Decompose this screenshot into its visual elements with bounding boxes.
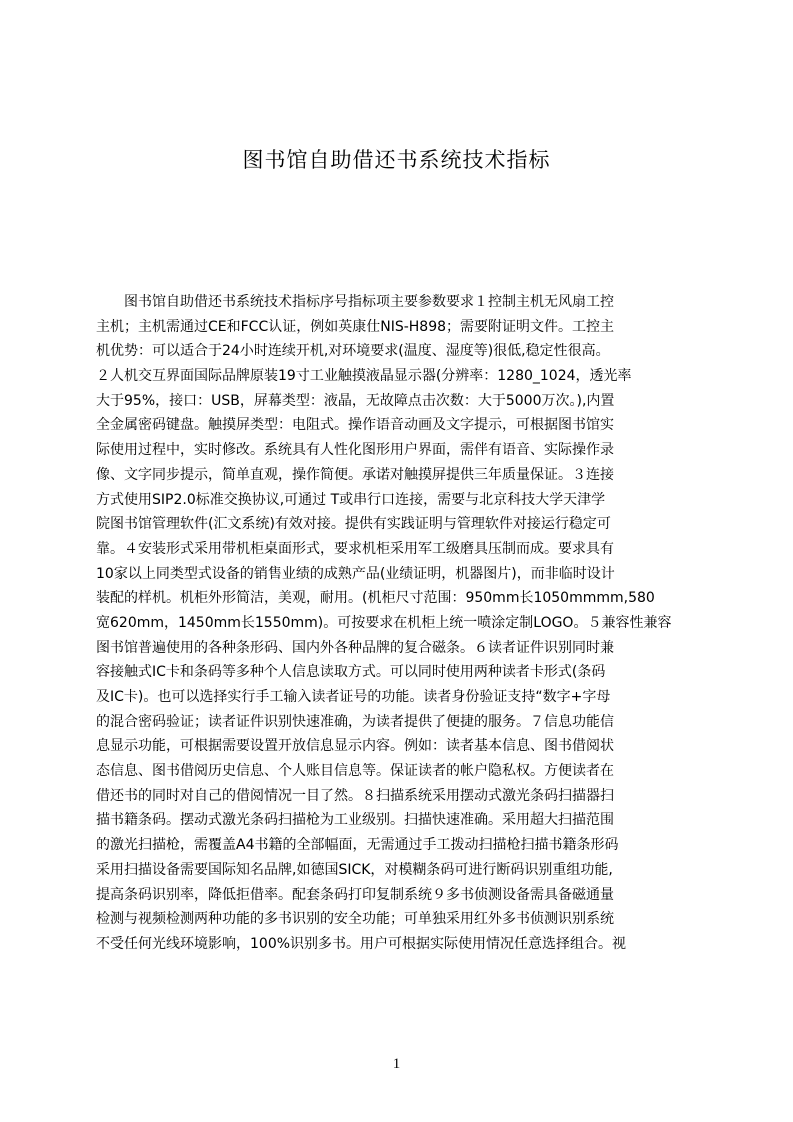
body-line: 靠。４安装形式采用带机柜桌面形式，要求机柜采用军工级磨具压制而成。要求具有 (96, 540, 614, 557)
page-number: 1 (392, 1056, 401, 1072)
body-line: 方式使用SIP2.0标准交换协议,可通过 T或串行口连接，需要与北京科技大学天津学 (96, 491, 606, 508)
page-title: 图书馆自助借还书系统技术指标 (242, 148, 551, 172)
body-line: 装配的样机。机柜外形简洁，美观，耐用。(机柜尺寸范围：950mm长1050mmmm,580 (96, 590, 655, 607)
body-paragraph (96, 290, 697, 952)
body-line: 及IC卡)。也可以选择实行手工输入读者证号的功能。读者身份验证支持“数字+字母 (96, 689, 611, 705)
body-line: 主机；主机需通过CE和FCC认证，例如英康仕NIS-H898；需要附证明文件。工控主 (96, 318, 615, 335)
body-line: 院图书馆管理软件(汇文系统)有效对接。提供有实践证明与管理软件对接运行稳定可 (96, 516, 611, 533)
body-line: 提高条码识别率，降低拒借率。配套条码打印复制系统９多书侦测设备需具备磁通量 (96, 886, 614, 903)
body-line: 息显示功能，可根据需要设置开放信息显示内容。例如：读者基本信息、图书借阅状 (96, 738, 614, 755)
body-line: 图书馆普遍使用的各种条形码、国内外各种品牌的复合磁条。６读者证件识别同时兼 (96, 639, 614, 656)
body-line: 像、文字同步提示，简单直观，操作简便。承诺对触摸屏提供三年质量保证。３连接 (96, 466, 614, 483)
body-line: 的激光扫描枪，需覆盖A4书籍的全部幅面，无需通过手工拨动扫描枪扫描书籍条形码 (96, 837, 619, 854)
body-line: 宽620mm，1450mm长1550mm)。可按要求在机柜上统一喷涂定制LOGO。５兼容性兼容 (96, 614, 672, 631)
body-line: 描书籍条码。摆动式激光条码扫描枪为工业级别。扫描快速准确。采用超大扫描范围 (96, 812, 614, 829)
body-line: 检测与视频检测两种功能的多书识别的安全功能；可单独采用红外多书侦测识别系统 (96, 911, 614, 928)
body-line: ２人机交互界面国际品牌原装19寸工业触摸液晶显示器(分辨率：1280_1024，透光率 (96, 368, 632, 385)
body-line: 容接触式IC卡和条码等多种个人信息读取方式。可以同时使用两种读者卡形式(条码 (96, 664, 606, 681)
body-line: 大于95%，接口：USB，屏幕类型：液晶，无故障点击次数：大于5000万次。),内置 (96, 392, 615, 409)
body-line: 全金属密码键盘。触摸屏类型：电阻式。操作语音动画及文字提示，可根据图书馆实 (96, 417, 614, 434)
body-line: 不受任何光线环境影响，100%识别多书。用户可根据实际使用情况任意选择组合。视 (96, 935, 627, 952)
body-line: 10家以上同类型式设备的销售业绩的成熟产品(业绩证明，机器图片)，而非临时设计 (96, 565, 615, 582)
body-line: 图书馆自助借还书系统技术指标序号指标项主要参数要求１控制主机无风扇工控 (96, 294, 614, 310)
body-line: 的混合密码验证；读者证件识别快速准确，为读者提供了便捷的服务。７信息功能信 (96, 713, 614, 730)
body-line: 采用扫描设备需要国际知名品牌,如德国SICK，对模糊条码可进行断码识别重组功能, (96, 861, 613, 878)
body-line: 际使用过程中，实时修改。系统具有人性化图形用户界面，需伴有语音、实际操作录 (96, 442, 614, 459)
body-line: 借还书的同时对自己的借阅情况一目了然。８扫描系统采用摆动式激光条码扫描器扫 (96, 787, 614, 804)
body-line: 机优势：可以适合于24小时连续开机,对环境要求(温度、湿度等)很低,稳定性很高。 (96, 343, 610, 360)
body-line: 态信息、图书借阅历史信息、个人账目信息等。保证读者的帐户隐私权。方便读者在 (96, 763, 614, 780)
